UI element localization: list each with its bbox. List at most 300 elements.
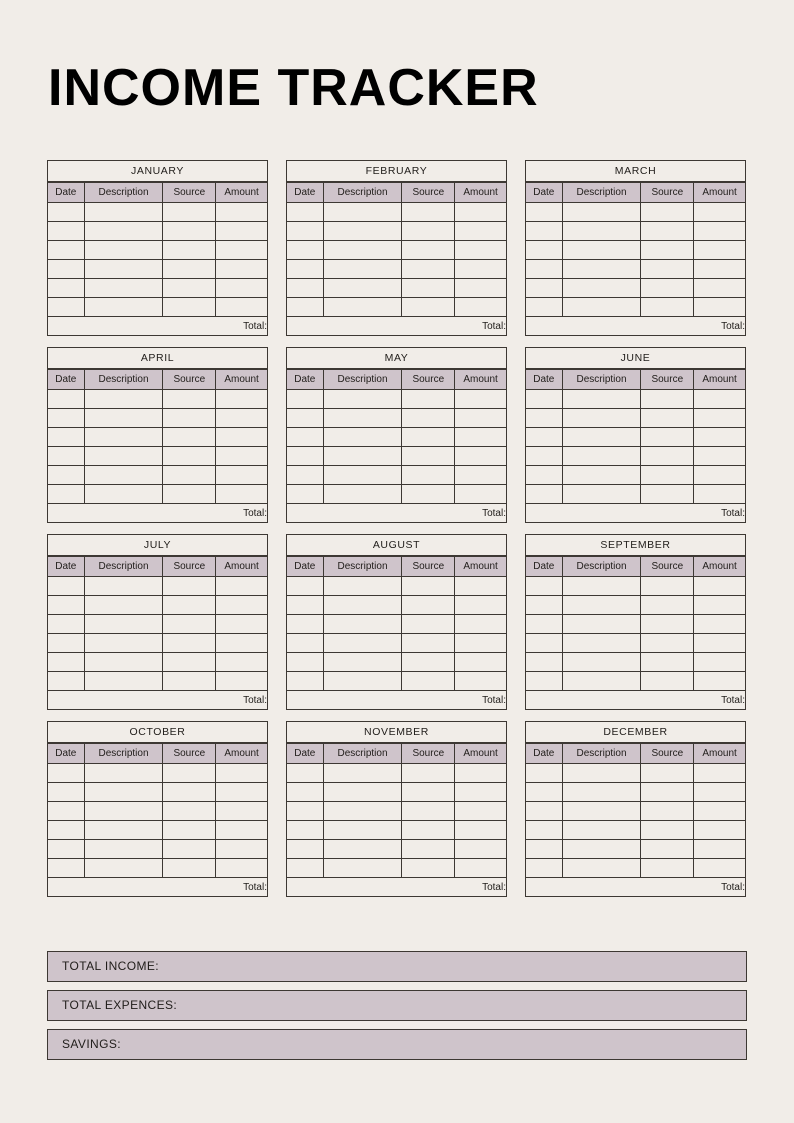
entry-cell-source[interactable] [641, 485, 694, 504]
entry-cell-amount[interactable] [455, 821, 506, 840]
entry-cell-amount[interactable] [455, 390, 506, 409]
entry-cell-description[interactable] [323, 241, 402, 260]
entry-cell-source[interactable] [163, 577, 216, 596]
entry-cell-description[interactable] [84, 764, 163, 783]
entry-cell-date[interactable] [287, 428, 323, 447]
entry-cell-description[interactable] [323, 596, 402, 615]
entry-cell-date[interactable] [287, 298, 323, 317]
entry-cell-amount[interactable] [455, 859, 506, 878]
entry-cell-description[interactable] [84, 222, 163, 241]
entry-cell-date[interactable] [48, 764, 84, 783]
entry-cell-description[interactable] [323, 447, 402, 466]
entry-cell-amount[interactable] [216, 615, 267, 634]
entry-cell-source[interactable] [641, 447, 694, 466]
entry-cell-amount[interactable] [216, 783, 267, 802]
entry-cell-description[interactable] [84, 390, 163, 409]
entry-cell-date[interactable] [287, 653, 323, 672]
entry-cell-amount[interactable] [216, 466, 267, 485]
entry-cell-source[interactable] [163, 821, 216, 840]
entry-cell-amount[interactable] [694, 764, 745, 783]
entry-cell-description[interactable] [323, 672, 402, 691]
entry-cell-amount[interactable] [455, 634, 506, 653]
entry-cell-date[interactable] [526, 821, 562, 840]
entry-cell-date[interactable] [526, 615, 562, 634]
entry-cell-date[interactable] [48, 783, 84, 802]
entry-cell-amount[interactable] [694, 485, 745, 504]
entry-cell-source[interactable] [163, 203, 216, 222]
entry-cell-amount[interactable] [694, 203, 745, 222]
entry-cell-description[interactable] [562, 802, 641, 821]
entry-cell-description[interactable] [323, 764, 402, 783]
entry-cell-amount[interactable] [455, 577, 506, 596]
entry-cell-source[interactable] [163, 466, 216, 485]
entry-cell-description[interactable] [562, 821, 641, 840]
entry-cell-date[interactable] [48, 596, 84, 615]
entry-cell-description[interactable] [562, 764, 641, 783]
entry-cell-amount[interactable] [694, 859, 745, 878]
entry-cell-amount[interactable] [216, 241, 267, 260]
entry-cell-source[interactable] [163, 241, 216, 260]
entry-cell-source[interactable] [641, 279, 694, 298]
entry-cell-source[interactable] [402, 859, 455, 878]
entry-cell-amount[interactable] [455, 672, 506, 691]
entry-cell-amount[interactable] [216, 447, 267, 466]
entry-cell-source[interactable] [402, 821, 455, 840]
entry-cell-source[interactable] [402, 596, 455, 615]
entry-cell-description[interactable] [562, 260, 641, 279]
entry-cell-amount[interactable] [694, 615, 745, 634]
entry-cell-date[interactable] [287, 672, 323, 691]
entry-cell-amount[interactable] [216, 279, 267, 298]
total-label[interactable]: Total: [694, 691, 745, 710]
entry-cell-amount[interactable] [216, 485, 267, 504]
entry-cell-date[interactable] [287, 485, 323, 504]
entry-cell-amount[interactable] [694, 241, 745, 260]
entry-cell-description[interactable] [323, 260, 402, 279]
entry-cell-date[interactable] [287, 390, 323, 409]
entry-cell-amount[interactable] [694, 840, 745, 859]
entry-cell-source[interactable] [163, 485, 216, 504]
entry-cell-amount[interactable] [216, 596, 267, 615]
entry-cell-date[interactable] [526, 241, 562, 260]
entry-cell-date[interactable] [287, 615, 323, 634]
entry-cell-amount[interactable] [694, 672, 745, 691]
entry-cell-amount[interactable] [455, 260, 506, 279]
entry-cell-amount[interactable] [694, 634, 745, 653]
entry-cell-amount[interactable] [216, 428, 267, 447]
entry-cell-description[interactable] [84, 447, 163, 466]
entry-cell-description[interactable] [562, 840, 641, 859]
entry-cell-description[interactable] [323, 783, 402, 802]
entry-cell-source[interactable] [402, 653, 455, 672]
entry-cell-amount[interactable] [216, 577, 267, 596]
total-label[interactable]: Total: [694, 504, 745, 523]
entry-cell-date[interactable] [287, 783, 323, 802]
entry-cell-source[interactable] [641, 859, 694, 878]
entry-cell-date[interactable] [526, 783, 562, 802]
entry-cell-source[interactable] [641, 615, 694, 634]
entry-cell-description[interactable] [562, 634, 641, 653]
entry-cell-source[interactable] [163, 634, 216, 653]
entry-cell-amount[interactable] [694, 577, 745, 596]
entry-cell-date[interactable] [48, 821, 84, 840]
entry-cell-source[interactable] [163, 447, 216, 466]
summary-row[interactable]: TOTAL INCOME: [47, 951, 747, 982]
entry-cell-date[interactable] [48, 859, 84, 878]
entry-cell-source[interactable] [163, 390, 216, 409]
entry-cell-date[interactable] [287, 241, 323, 260]
entry-cell-date[interactable] [48, 222, 84, 241]
entry-cell-source[interactable] [402, 409, 455, 428]
entry-cell-date[interactable] [526, 859, 562, 878]
entry-cell-description[interactable] [323, 634, 402, 653]
entry-cell-date[interactable] [526, 596, 562, 615]
entry-cell-amount[interactable] [216, 203, 267, 222]
entry-cell-description[interactable] [323, 298, 402, 317]
entry-cell-source[interactable] [402, 447, 455, 466]
entry-cell-description[interactable] [562, 596, 641, 615]
entry-cell-description[interactable] [323, 466, 402, 485]
entry-cell-description[interactable] [323, 409, 402, 428]
entry-cell-date[interactable] [287, 447, 323, 466]
entry-cell-source[interactable] [402, 279, 455, 298]
entry-cell-amount[interactable] [216, 821, 267, 840]
entry-cell-source[interactable] [641, 596, 694, 615]
entry-cell-source[interactable] [163, 222, 216, 241]
entry-cell-description[interactable] [323, 840, 402, 859]
entry-cell-amount[interactable] [455, 203, 506, 222]
entry-cell-source[interactable] [641, 577, 694, 596]
entry-cell-description[interactable] [84, 672, 163, 691]
entry-cell-date[interactable] [526, 653, 562, 672]
entry-cell-description[interactable] [84, 409, 163, 428]
entry-cell-source[interactable] [402, 802, 455, 821]
entry-cell-description[interactable] [562, 428, 641, 447]
entry-cell-date[interactable] [48, 428, 84, 447]
entry-cell-description[interactable] [84, 653, 163, 672]
entry-cell-source[interactable] [402, 577, 455, 596]
entry-cell-date[interactable] [287, 634, 323, 653]
entry-cell-description[interactable] [84, 428, 163, 447]
entry-cell-amount[interactable] [694, 653, 745, 672]
entry-cell-description[interactable] [562, 485, 641, 504]
entry-cell-source[interactable] [641, 783, 694, 802]
entry-cell-amount[interactable] [216, 859, 267, 878]
entry-cell-date[interactable] [287, 840, 323, 859]
entry-cell-description[interactable] [84, 466, 163, 485]
entry-cell-date[interactable] [526, 840, 562, 859]
entry-cell-date[interactable] [526, 466, 562, 485]
entry-cell-source[interactable] [641, 840, 694, 859]
entry-cell-source[interactable] [163, 260, 216, 279]
entry-cell-source[interactable] [163, 783, 216, 802]
entry-cell-amount[interactable] [216, 260, 267, 279]
entry-cell-amount[interactable] [455, 840, 506, 859]
entry-cell-description[interactable] [323, 577, 402, 596]
entry-cell-source[interactable] [402, 672, 455, 691]
total-label[interactable]: Total: [216, 317, 267, 336]
entry-cell-source[interactable] [163, 298, 216, 317]
entry-cell-date[interactable] [48, 466, 84, 485]
entry-cell-date[interactable] [48, 634, 84, 653]
entry-cell-amount[interactable] [694, 390, 745, 409]
entry-cell-amount[interactable] [216, 764, 267, 783]
entry-cell-source[interactable] [641, 241, 694, 260]
entry-cell-date[interactable] [287, 577, 323, 596]
entry-cell-source[interactable] [402, 485, 455, 504]
entry-cell-date[interactable] [48, 203, 84, 222]
entry-cell-date[interactable] [287, 279, 323, 298]
total-label[interactable]: Total: [216, 504, 267, 523]
entry-cell-date[interactable] [526, 260, 562, 279]
entry-cell-date[interactable] [48, 390, 84, 409]
entry-cell-amount[interactable] [694, 428, 745, 447]
entry-cell-date[interactable] [48, 409, 84, 428]
entry-cell-source[interactable] [402, 764, 455, 783]
entry-cell-amount[interactable] [455, 615, 506, 634]
entry-cell-source[interactable] [641, 821, 694, 840]
entry-cell-date[interactable] [526, 298, 562, 317]
entry-cell-amount[interactable] [694, 260, 745, 279]
entry-cell-description[interactable] [562, 447, 641, 466]
entry-cell-amount[interactable] [216, 802, 267, 821]
entry-cell-description[interactable] [323, 802, 402, 821]
entry-cell-amount[interactable] [694, 409, 745, 428]
entry-cell-description[interactable] [562, 241, 641, 260]
entry-cell-date[interactable] [526, 802, 562, 821]
entry-cell-description[interactable] [562, 783, 641, 802]
entry-cell-description[interactable] [84, 260, 163, 279]
entry-cell-description[interactable] [562, 203, 641, 222]
entry-cell-source[interactable] [163, 653, 216, 672]
entry-cell-amount[interactable] [694, 783, 745, 802]
entry-cell-description[interactable] [323, 222, 402, 241]
entry-cell-source[interactable] [641, 409, 694, 428]
entry-cell-date[interactable] [48, 802, 84, 821]
entry-cell-date[interactable] [48, 447, 84, 466]
entry-cell-date[interactable] [526, 222, 562, 241]
entry-cell-source[interactable] [641, 428, 694, 447]
entry-cell-description[interactable] [562, 409, 641, 428]
entry-cell-amount[interactable] [455, 279, 506, 298]
entry-cell-description[interactable] [323, 428, 402, 447]
entry-cell-description[interactable] [562, 615, 641, 634]
entry-cell-source[interactable] [641, 298, 694, 317]
entry-cell-amount[interactable] [694, 298, 745, 317]
entry-cell-date[interactable] [526, 279, 562, 298]
entry-cell-amount[interactable] [216, 634, 267, 653]
entry-cell-description[interactable] [323, 485, 402, 504]
summary-row[interactable]: TOTAL EXPENCES: [47, 990, 747, 1021]
entry-cell-date[interactable] [526, 409, 562, 428]
entry-cell-date[interactable] [48, 485, 84, 504]
entry-cell-source[interactable] [641, 203, 694, 222]
total-label[interactable]: Total: [694, 317, 745, 336]
entry-cell-description[interactable] [562, 222, 641, 241]
entry-cell-amount[interactable] [455, 447, 506, 466]
entry-cell-description[interactable] [84, 298, 163, 317]
entry-cell-date[interactable] [287, 466, 323, 485]
entry-cell-source[interactable] [402, 634, 455, 653]
entry-cell-date[interactable] [287, 859, 323, 878]
entry-cell-source[interactable] [402, 203, 455, 222]
entry-cell-date[interactable] [287, 222, 323, 241]
entry-cell-amount[interactable] [216, 222, 267, 241]
entry-cell-description[interactable] [323, 821, 402, 840]
entry-cell-description[interactable] [562, 298, 641, 317]
entry-cell-source[interactable] [641, 466, 694, 485]
entry-cell-description[interactable] [84, 634, 163, 653]
entry-cell-amount[interactable] [455, 783, 506, 802]
entry-cell-source[interactable] [402, 615, 455, 634]
entry-cell-date[interactable] [287, 764, 323, 783]
entry-cell-date[interactable] [287, 596, 323, 615]
entry-cell-description[interactable] [84, 783, 163, 802]
entry-cell-description[interactable] [562, 390, 641, 409]
entry-cell-amount[interactable] [455, 222, 506, 241]
entry-cell-source[interactable] [163, 428, 216, 447]
entry-cell-source[interactable] [402, 260, 455, 279]
entry-cell-source[interactable] [641, 222, 694, 241]
entry-cell-description[interactable] [84, 615, 163, 634]
entry-cell-source[interactable] [641, 764, 694, 783]
entry-cell-date[interactable] [48, 672, 84, 691]
total-label[interactable]: Total: [455, 878, 506, 897]
entry-cell-date[interactable] [526, 390, 562, 409]
entry-cell-date[interactable] [526, 764, 562, 783]
total-label[interactable]: Total: [216, 691, 267, 710]
entry-cell-description[interactable] [84, 821, 163, 840]
entry-cell-source[interactable] [402, 241, 455, 260]
entry-cell-description[interactable] [84, 241, 163, 260]
entry-cell-date[interactable] [287, 821, 323, 840]
summary-row[interactable]: SAVINGS: [47, 1029, 747, 1060]
entry-cell-description[interactable] [323, 653, 402, 672]
entry-cell-description[interactable] [84, 485, 163, 504]
entry-cell-date[interactable] [48, 298, 84, 317]
entry-cell-date[interactable] [526, 485, 562, 504]
entry-cell-date[interactable] [526, 428, 562, 447]
entry-cell-source[interactable] [402, 298, 455, 317]
entry-cell-amount[interactable] [216, 409, 267, 428]
entry-cell-amount[interactable] [455, 764, 506, 783]
entry-cell-source[interactable] [163, 764, 216, 783]
entry-cell-amount[interactable] [694, 821, 745, 840]
entry-cell-date[interactable] [48, 241, 84, 260]
entry-cell-description[interactable] [323, 203, 402, 222]
total-label[interactable]: Total: [455, 691, 506, 710]
entry-cell-amount[interactable] [455, 485, 506, 504]
entry-cell-amount[interactable] [694, 222, 745, 241]
entry-cell-description[interactable] [323, 615, 402, 634]
entry-cell-description[interactable] [323, 859, 402, 878]
entry-cell-date[interactable] [48, 279, 84, 298]
entry-cell-description[interactable] [84, 596, 163, 615]
entry-cell-description[interactable] [84, 802, 163, 821]
entry-cell-amount[interactable] [694, 596, 745, 615]
entry-cell-source[interactable] [163, 859, 216, 878]
total-label[interactable]: Total: [455, 317, 506, 336]
entry-cell-date[interactable] [48, 653, 84, 672]
total-label[interactable]: Total: [216, 878, 267, 897]
entry-cell-amount[interactable] [694, 447, 745, 466]
entry-cell-amount[interactable] [694, 802, 745, 821]
entry-cell-source[interactable] [641, 634, 694, 653]
entry-cell-description[interactable] [562, 279, 641, 298]
entry-cell-amount[interactable] [455, 466, 506, 485]
entry-cell-source[interactable] [163, 279, 216, 298]
entry-cell-amount[interactable] [216, 840, 267, 859]
entry-cell-amount[interactable] [216, 653, 267, 672]
entry-cell-date[interactable] [48, 615, 84, 634]
entry-cell-description[interactable] [323, 279, 402, 298]
entry-cell-date[interactable] [287, 409, 323, 428]
entry-cell-description[interactable] [562, 577, 641, 596]
entry-cell-source[interactable] [402, 222, 455, 241]
entry-cell-amount[interactable] [455, 596, 506, 615]
entry-cell-source[interactable] [402, 783, 455, 802]
entry-cell-date[interactable] [48, 260, 84, 279]
entry-cell-amount[interactable] [694, 466, 745, 485]
entry-cell-source[interactable] [641, 802, 694, 821]
entry-cell-date[interactable] [526, 203, 562, 222]
entry-cell-amount[interactable] [216, 390, 267, 409]
entry-cell-description[interactable] [84, 859, 163, 878]
total-label[interactable]: Total: [694, 878, 745, 897]
entry-cell-source[interactable] [163, 802, 216, 821]
entry-cell-date[interactable] [526, 577, 562, 596]
entry-cell-description[interactable] [84, 840, 163, 859]
entry-cell-source[interactable] [402, 390, 455, 409]
entry-cell-amount[interactable] [455, 428, 506, 447]
entry-cell-source[interactable] [641, 653, 694, 672]
entry-cell-date[interactable] [526, 672, 562, 691]
entry-cell-date[interactable] [287, 203, 323, 222]
entry-cell-source[interactable] [402, 466, 455, 485]
entry-cell-amount[interactable] [455, 653, 506, 672]
entry-cell-source[interactable] [641, 390, 694, 409]
entry-cell-amount[interactable] [694, 279, 745, 298]
entry-cell-source[interactable] [163, 615, 216, 634]
entry-cell-source[interactable] [402, 840, 455, 859]
entry-cell-date[interactable] [526, 447, 562, 466]
entry-cell-amount[interactable] [455, 409, 506, 428]
entry-cell-source[interactable] [641, 672, 694, 691]
entry-cell-source[interactable] [163, 672, 216, 691]
entry-cell-source[interactable] [402, 428, 455, 447]
entry-cell-source[interactable] [163, 409, 216, 428]
entry-cell-description[interactable] [84, 203, 163, 222]
entry-cell-amount[interactable] [455, 298, 506, 317]
entry-cell-amount[interactable] [455, 241, 506, 260]
entry-cell-source[interactable] [163, 840, 216, 859]
entry-cell-source[interactable] [163, 596, 216, 615]
entry-cell-date[interactable] [48, 840, 84, 859]
entry-cell-date[interactable] [287, 260, 323, 279]
entry-cell-description[interactable] [562, 653, 641, 672]
entry-cell-description[interactable] [562, 466, 641, 485]
entry-cell-description[interactable] [84, 577, 163, 596]
entry-cell-source[interactable] [641, 260, 694, 279]
entry-cell-amount[interactable] [216, 672, 267, 691]
entry-cell-date[interactable] [48, 577, 84, 596]
entry-cell-description[interactable] [562, 859, 641, 878]
entry-cell-amount[interactable] [216, 298, 267, 317]
total-label[interactable]: Total: [455, 504, 506, 523]
entry-cell-description[interactable] [323, 390, 402, 409]
entry-cell-description[interactable] [84, 279, 163, 298]
entry-cell-amount[interactable] [455, 802, 506, 821]
